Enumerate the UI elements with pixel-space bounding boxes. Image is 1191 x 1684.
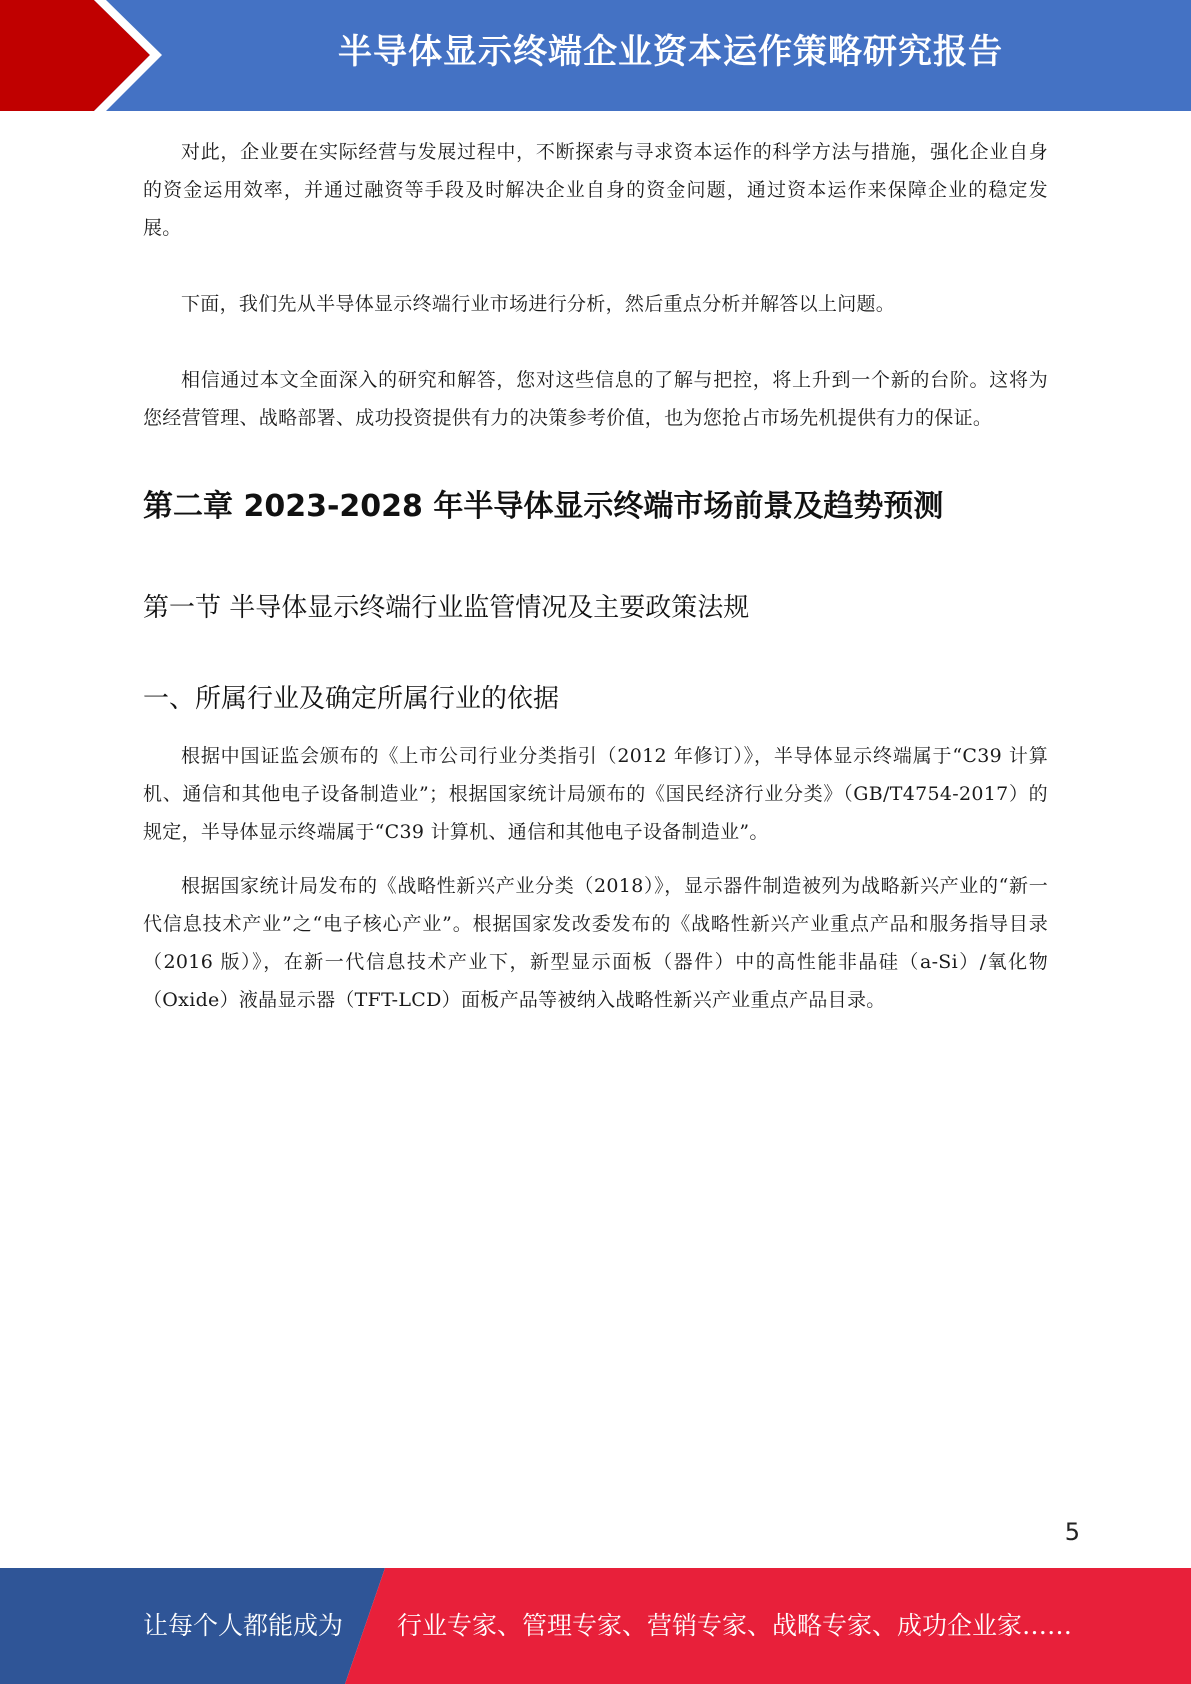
page-footer — [0, 1568, 1191, 1684]
footer-slogan-right: 行业专家、管理专家、营销专家、战略专家、成功企业家…… — [397, 1611, 1073, 1640]
page-number: 5 — [1064, 1518, 1080, 1546]
subsection-title: 一、所属行业及确定所属行业的依据 — [143, 684, 560, 714]
intro-paragraph-1: 对此，企业要在实际经营与发展过程中，不断探索与寻求资本运作的科学方法与措施，强化企业自身的资金运用效率，并通过融资等手段及时解决企业自身的资金问题，通过资本运作来保障企业的稳定发展。 — [143, 141, 1048, 239]
intro-paragraph-3: 相信通过本文全面深入的研究和解答，您对这些信息的了解与把控，将上升到一个新的台阶。这将为您经营管理、战略部署、成功投资提供有力的决策参考价值，也为您抢占市场先机提供有力的保证。 — [143, 369, 1048, 429]
intro-paragraph-2: 下面，我们先从半导体显示终端行业市场进行分析，然后重点分析并解答以上问题。 — [181, 293, 896, 315]
page-content — [143, 133, 1048, 1019]
section-paragraph-2: 根据国家统计局发布的《战略性新兴产业分类（2018）》，显示器件制造被列为战略新兴产业的“新一代信息技术产业”之“电子核心产业”。根据国家发改委发布的《战略性新兴产业重点产品和服务指导目录（2016 版）》，在新一代信息技术产业下，新型显示面板（器件）中的高性能非晶硅（a-Si）/氧化物（Oxide）液晶显示器（TFT-LCD）面板产品等被纳入战略性新兴产业重点产品目录。 — [143, 875, 1048, 1011]
chapter-title: 第二章 2023-2028 年半导体显示终端市场前景及趋势预测 — [143, 489, 944, 524]
footer-slogan-left: 让每个人都能成为 — [143, 1611, 344, 1640]
header-title: 半导体显示终端企业资本运作策略研究报告 — [338, 32, 1003, 72]
section-paragraph-1: 根据中国证监会颁布的《上市公司行业分类指引（2012 年修订）》，半导体显示终端属于“C39 计算机、通信和其他电子设备制造业”；根据国家统计局颁布的《国民经济行业分类》（GB/T4754-2017）的规定，半导体显示终端属于“C39 计算机、通信和其他电子设备制造业”。 — [143, 745, 1048, 843]
section-title: 第一节 半导体显示终端行业监管情况及主要政策法规 — [143, 593, 750, 623]
page-header — [0, 0, 1191, 111]
